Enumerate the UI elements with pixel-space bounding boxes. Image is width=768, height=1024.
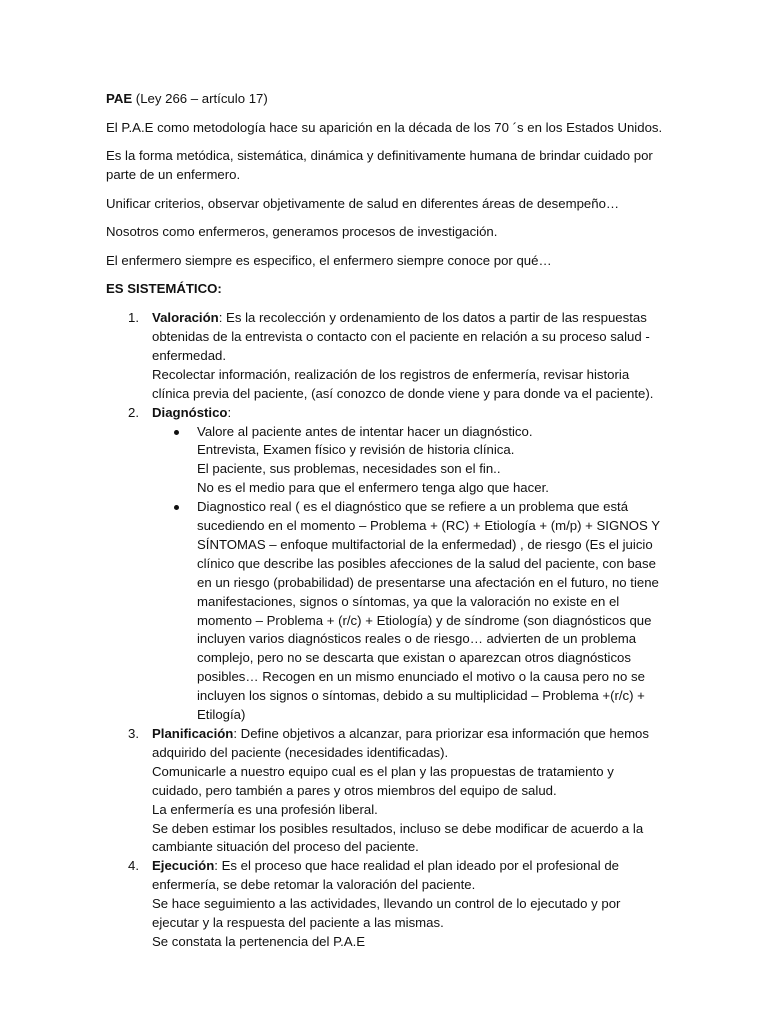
section-heading: ES SISTEMÁTICO: — [106, 281, 222, 297]
bullet-icon — [174, 505, 179, 510]
step-extra-line: Se deben estimar los posibles resultados, incluso se debe modificar de acuerdo a la cambiante situación del proceso del paciente. — [152, 820, 644, 855]
bullet-line: Diagnostico real ( es el diagnóstico que se refiere a un problema que está sucediendo en el momento – Problema + (RC) + Etiología + (m/p) + SIGNOS Y SÍNTOMAS – enfoque multifactorial de la enfermedad) , de riesgo (Es el juicio clínico que describe las posibles afecciones de la salud del paciente, con base en un riesgo (probabilidad) de presentarse una afectación en el futuro, no tiene manifestaciones, signos o síntomas, ya que la valoración no existe en el momento – Problema + (r/c) + Etiología) y de síndrome (son diagnósticos que incluyen varios diagnósticos reales o de riesgo… advierten de un problema complejo, pero no se descarta que existan o aparezcan otros diagnósticos posibles… Recogen en un mismo enunciado el motivo o la causa pero no se incluyen los signos o síntomas, debido a su multiplicidad – Problema +(r/c) + Etilogía) — [197, 499, 660, 723]
bullet-line: El paciente, sus problemas, necesidades son el fin.. — [197, 461, 501, 477]
step-number: 1. — [128, 310, 139, 326]
paragraph: Nosotros como enfermeros, generamos procesos de investigación. — [106, 224, 498, 240]
step-text — [152, 725, 666, 763]
bullet-line: Entrevista, Examen físico y revisión de historia clínica. — [197, 442, 515, 458]
step-description: : Es la recolección y ordenamiento de los datos a partir de las respuestas obtenidas de la entrevista o contacto con el paciente en relación a su proceso salud - enfermedad. — [152, 310, 650, 363]
step-label: Ejecución — [152, 858, 215, 874]
step-number: 4. — [128, 858, 139, 874]
bullet-line: Valore al paciente antes de intentar hacer un diagnóstico. — [197, 423, 533, 439]
bullet-item — [152, 423, 666, 499]
bullet-item — [152, 498, 666, 725]
document-title — [106, 90, 666, 109]
step-extra-line: Se hace seguimiento a las actividades, llevando un control de lo ejecutado y por ejecutar y la respuesta del paciente a las mismas. — [152, 896, 621, 931]
step-text — [152, 857, 666, 895]
paragraph: El enfermero siempre es especifico, el enfermero siempre conoce por qué… — [106, 252, 552, 268]
paragraph: El P.A.E como metodología hace su aparición en la década de los 70 ´s en los Estados Unidos. — [106, 119, 663, 135]
step-description: : Define objetivos a alcanzar, para priorizar esa información que hemos adquirido del paciente (necesidades identificadas). — [152, 726, 649, 760]
step-text — [152, 404, 666, 423]
diagnostico-bullets — [152, 423, 666, 726]
step-extra-line: Se constata la pertenencia del P.A.E — [152, 933, 366, 949]
step-number: 2. — [128, 404, 139, 420]
step-planificacion — [106, 725, 666, 857]
title-bold: PAE — [106, 91, 133, 106]
paragraph: Es la forma metódica, sistemática, dinámica y definitivamente humana de brindar cuidado por parte de un enfermero. — [106, 148, 653, 183]
title-rest: (Ley 266 – artículo 17) — [132, 91, 268, 106]
bullet-line: No es el medio para que el enfermero tenga algo que hacer. — [197, 480, 549, 496]
step-extra-line: La enfermería es una profesión liberal. — [152, 801, 378, 817]
step-extra-line: Comunicarle a nuestro equipo cual es el plan y las propuestas de tratamiento y cuidado, pero también a pares y otros miembros del equipo de salud. — [152, 763, 614, 798]
step-extra-line: Recolectar información, realización de los registros de enfermería, revisar historia clínica previa del paciente, (así conozco de donde viene y para donde va el paciente). — [152, 366, 654, 401]
step-valoracion — [106, 309, 666, 404]
step-label: Diagnóstico — [152, 404, 228, 420]
bullet-icon — [174, 430, 179, 435]
steps-list — [106, 309, 666, 952]
step-label: Valoración — [152, 310, 219, 326]
paragraph: Unificar criterios, observar objetivamente de salud en diferentes áreas de desempeño… — [106, 195, 620, 211]
step-diagnostico — [106, 404, 666, 725]
step-label: Planificación — [152, 726, 234, 741]
document-page — [106, 90, 666, 952]
step-description: : Es el proceso que hace realidad el plan ideado por el profesional de enfermería, se debe retomar la valoración del paciente. — [152, 858, 619, 893]
step-ejecucion — [106, 857, 666, 952]
step-text — [152, 309, 666, 366]
step-number: 3. — [128, 726, 139, 741]
step-description: : — [227, 404, 232, 420]
